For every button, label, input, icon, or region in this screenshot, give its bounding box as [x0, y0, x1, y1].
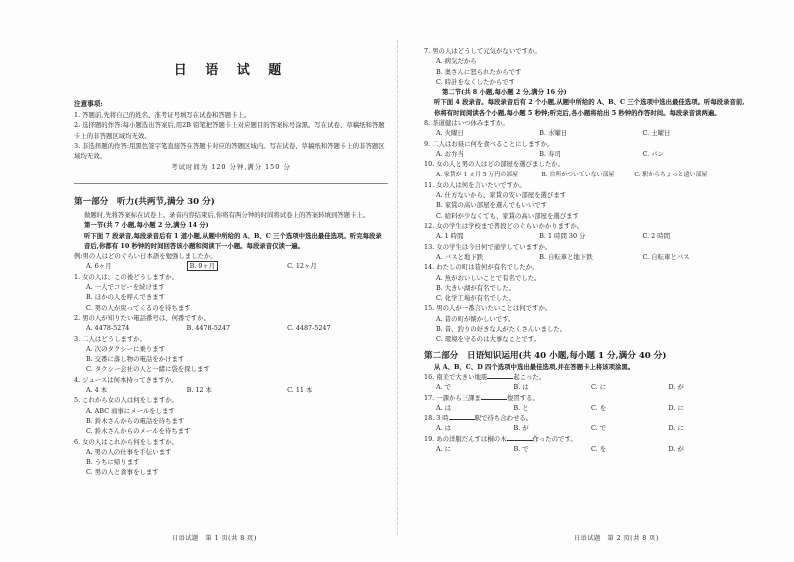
- header-rule: [74, 183, 388, 184]
- question-stem: 4. ジュースは何本持ってきますか。: [74, 375, 178, 384]
- answer-blank[interactable]: [449, 419, 475, 420]
- page-footer: 日语试题 第 2 页(共 8 页): [574, 535, 659, 542]
- part2-instructions: 从 A、B、C、D 四个选项中选出最佳选项,并在答题卡上将该项涂黑。: [434, 362, 635, 371]
- option[interactable]: C. パン: [642, 149, 664, 158]
- note-item: 3. 非选择题的作答:用黑色签字笔直接答在答题卡对应的答题区域内。写在试卷、草稿纸和答题卡上的非答题区域均无效。: [74, 141, 385, 161]
- option[interactable]: A. バスと地下鉄: [436, 252, 484, 261]
- option[interactable]: B. 鈴木さんからの電話を待ちます: [86, 416, 185, 425]
- option[interactable]: C. 環境を守るのは大事なことです。: [436, 335, 541, 344]
- option[interactable]: B. 大きい湖が有名でした。: [436, 283, 516, 292]
- option[interactable]: A. 1 時間: [436, 232, 464, 241]
- options-row: [424, 423, 746, 433]
- note-item: 1. 答题前,先将自己的姓名、准考证号填写在试卷和答题卡上。: [74, 111, 251, 119]
- options-row: [74, 323, 388, 333]
- question-stem: 7. 男の人はどうして元気がないですか。: [424, 47, 541, 55]
- question-stem: 18. 3 時 駅で待ち合わせる。: [424, 414, 533, 423]
- option[interactable]: C. 土曜日: [642, 129, 671, 138]
- option[interactable]: B. 奥さんに怒られたからです: [436, 67, 522, 76]
- option[interactable]: A. 4478-5274: [86, 324, 130, 333]
- page-1: [74, 0, 388, 562]
- option[interactable]: D. が: [668, 383, 684, 392]
- option[interactable]: C. 自転車とバス: [642, 252, 690, 261]
- option[interactable]: A. 仕方ないから、家賃の安い部屋を選びます: [436, 191, 567, 200]
- section2-heading: 第二节(共 8 小题,每小题 2 分,满分 16 分): [442, 88, 567, 97]
- question-stem: 11. 女の人は何を言いたいですか。: [424, 180, 526, 189]
- question-stem: 14. わたしの町は昔何が有名でしたか。: [424, 263, 539, 272]
- question-stem: 10. 女の人と男の人はどの部屋を選びましたか。: [424, 160, 565, 169]
- question-stem: 9. 二人はお昼に何を食べることにしますか。: [424, 139, 554, 148]
- option[interactable]: A. は: [436, 403, 452, 412]
- question-stem: 13. 女の学生は今日何で通学していますか。: [424, 242, 552, 251]
- listening-continued: [424, 46, 746, 454]
- option[interactable]: A. 病気だから: [436, 57, 477, 66]
- page-title: 日 语 试 题: [173, 63, 289, 78]
- option[interactable]: A. で: [436, 383, 452, 392]
- option[interactable]: B. 自転車と地下鉄: [539, 252, 593, 261]
- section2-instructions: 听下面 4 段录音。每段录音后有 2 个小题,从题中所给的 A、B、C 三个选项中选出最佳选项。听每段录音前,你将有时间阅读各个小题,每小题 5 秒钟;听完后,各小题将给出 5 秒钟的作答时间。每段录音读两遍。: [434, 98, 745, 117]
- answer-blank[interactable]: [487, 378, 513, 379]
- question-stem: 17. 一課から三課ま 復習する。: [424, 393, 539, 402]
- option[interactable]: C. を: [591, 403, 607, 412]
- option[interactable]: C. 時計をなくしたからです: [436, 77, 515, 86]
- option[interactable]: C. 4487-5247: [287, 324, 331, 333]
- option[interactable]: [187, 261, 288, 271]
- option[interactable]: B. ほかの人を呼んできます: [86, 293, 166, 302]
- option[interactable]: B. 昔、釣りの好きな人がたくさんいました。: [436, 325, 567, 334]
- option[interactable]: C. 駅からちょっと遠い部屋: [634, 171, 708, 178]
- option[interactable]: A. 昔の町が懐かしいです。: [436, 314, 515, 323]
- option[interactable]: B. で: [513, 444, 529, 453]
- option[interactable]: C. 11 本: [287, 386, 313, 395]
- option[interactable]: A. 一人でコピーを続けます: [86, 283, 165, 292]
- question-stem: 5. これから女の人は何をしますか。: [74, 396, 178, 405]
- example-answer-box: B. 9ヶ月: [187, 261, 219, 271]
- option[interactable]: A. 4 本: [86, 386, 108, 395]
- option[interactable]: B. 寿司: [539, 149, 561, 158]
- option[interactable]: B. が: [513, 424, 529, 433]
- option[interactable]: C. 給料が少なくても、家賃の高い部屋を選びます: [436, 211, 579, 220]
- options-row: [424, 128, 746, 138]
- option[interactable]: A. 火曜日: [436, 129, 464, 138]
- option[interactable]: C. で: [591, 424, 607, 433]
- options-row: [424, 403, 746, 413]
- option[interactable]: B. 台所がついていない部屋: [541, 171, 615, 178]
- question-stem: 16. 南美で大きい地震 起こった。: [424, 372, 546, 381]
- option[interactable]: A. 6ヶ月: [86, 262, 112, 271]
- options-row: [424, 382, 746, 392]
- option[interactable]: C. 2 時間: [642, 232, 671, 241]
- option[interactable]: B. うちに帰ります: [86, 458, 140, 467]
- option[interactable]: C. 男の人が戻ってくるのを待ちます: [86, 303, 191, 312]
- option[interactable]: C. 男の人と食事をします: [86, 468, 159, 477]
- page-fold-divider: [397, 40, 398, 535]
- option[interactable]: B. 交番に落し物の電話をかけます: [86, 355, 185, 364]
- question-stem: 2. 男の人が知りたい電話番号は、何番ですか。: [74, 313, 210, 322]
- option[interactable]: B. 1 時間 30 分: [539, 232, 586, 241]
- option[interactable]: B. 水曜日: [539, 129, 568, 138]
- options-row: [424, 149, 746, 159]
- notes-heading: 注意事项:: [74, 100, 103, 108]
- option[interactable]: D. が: [668, 444, 684, 453]
- note-item: 2. 选择题的作答:每小题选出答案后,用2B 铅笔把答题卡上对应题目的答案标号涂黑。写在试卷、草稿纸和答题卡上的非答题区域均无效。: [74, 121, 385, 140]
- question-stem: 6. 女の人はこれから何をしますか。: [74, 437, 178, 446]
- options-row: [424, 252, 746, 262]
- option[interactable]: A. 次のタクシーに乗ります: [86, 344, 165, 353]
- exam-time: 考试时间为 120 分钟,满分 150 分: [171, 163, 291, 171]
- option[interactable]: B. 12 本: [186, 386, 212, 395]
- question-stem: 3. 二人はどうしますか。: [74, 334, 147, 343]
- example-options: [74, 261, 388, 271]
- option[interactable]: C. 鈴木さんからのメールを待ちます: [86, 427, 191, 436]
- option[interactable]: A. 魚がおいしいことで有名でした。: [436, 273, 541, 282]
- notes-list: [74, 110, 388, 161]
- option[interactable]: D. に: [668, 403, 684, 412]
- option[interactable]: D. に: [668, 424, 684, 433]
- option[interactable]: C. 12ヶ月: [287, 262, 317, 271]
- section1-heading: 第一节(共 7 小题,每小题 2 分,满分 14 分): [84, 221, 209, 230]
- part1-heading: 第一部分 听力(共两节,满分 30 分): [74, 197, 215, 207]
- option[interactable]: A. に: [436, 444, 452, 453]
- option[interactable]: B. 4478-5247: [186, 324, 231, 333]
- option[interactable]: A. お弁当: [436, 149, 464, 158]
- options-row: [424, 231, 746, 241]
- options-row: [424, 170, 746, 180]
- option[interactable]: B. と: [513, 403, 529, 412]
- question-stem: 1. 女の人は、この後どうしますか。: [74, 272, 178, 281]
- option[interactable]: C. タクシー会社の人と一緒に袋を探します: [86, 365, 210, 374]
- example-stem: 例:男の人はどのぐらい日本語を勉強しましたか。: [74, 252, 217, 261]
- option[interactable]: C. に: [591, 383, 607, 392]
- question-stem: 15. 男の人が一番言いたいことは何ですか。: [424, 304, 552, 313]
- options-row: [74, 385, 388, 395]
- section1-instructions: 听下面 7 段录音,每段录音后有 1 道小题,从题中所给的 A、B、C 三个选项中选出最佳选项。听完每段录音后,你都有 10 秒钟的时间回答该小题和阅读下一小题。每段录音仅读一遍。: [84, 231, 382, 250]
- part1-block: [74, 196, 388, 478]
- option[interactable]: A. ABC 商事にメールをします: [86, 406, 175, 415]
- options-row: [424, 444, 746, 454]
- option[interactable]: C. を: [591, 444, 607, 453]
- part2-heading: 第二部分 日语知识运用(共 40 小题,每小题 1 分,满分 40 分): [424, 350, 667, 361]
- page-2: [424, 0, 746, 562]
- question-stem: 12. 女の学生は学校まで普段どのぐらいかかりますか。: [424, 222, 584, 231]
- option[interactable]: B. は: [513, 383, 529, 392]
- part1-intro: 做题时,先将答案标在试卷上。录音内容结束后,你将有两分钟的时间将试卷上的答案转填到答题卡上。: [84, 211, 370, 219]
- option[interactable]: C. 化学工場が有名でした。: [436, 294, 516, 303]
- option[interactable]: B. 家賃の高い部屋を選んでもいいです: [436, 201, 548, 210]
- question-stem: 8. 茶道健はいつ休みますか。: [424, 119, 509, 128]
- option[interactable]: A. は: [436, 424, 452, 433]
- option[interactable]: A. 男の人の仕事を手伝います: [86, 447, 172, 456]
- option[interactable]: A. 家賃が 1 ヵ月 5 万円の部屋: [436, 171, 518, 178]
- question-stem: 19. あの洋服だんすは桐の木 作ったのです。: [424, 434, 577, 443]
- answer-blank[interactable]: [507, 440, 533, 441]
- page-footer: 日语试题 第 1 页(共 8 页): [172, 535, 257, 542]
- answer-blank[interactable]: [481, 399, 507, 400]
